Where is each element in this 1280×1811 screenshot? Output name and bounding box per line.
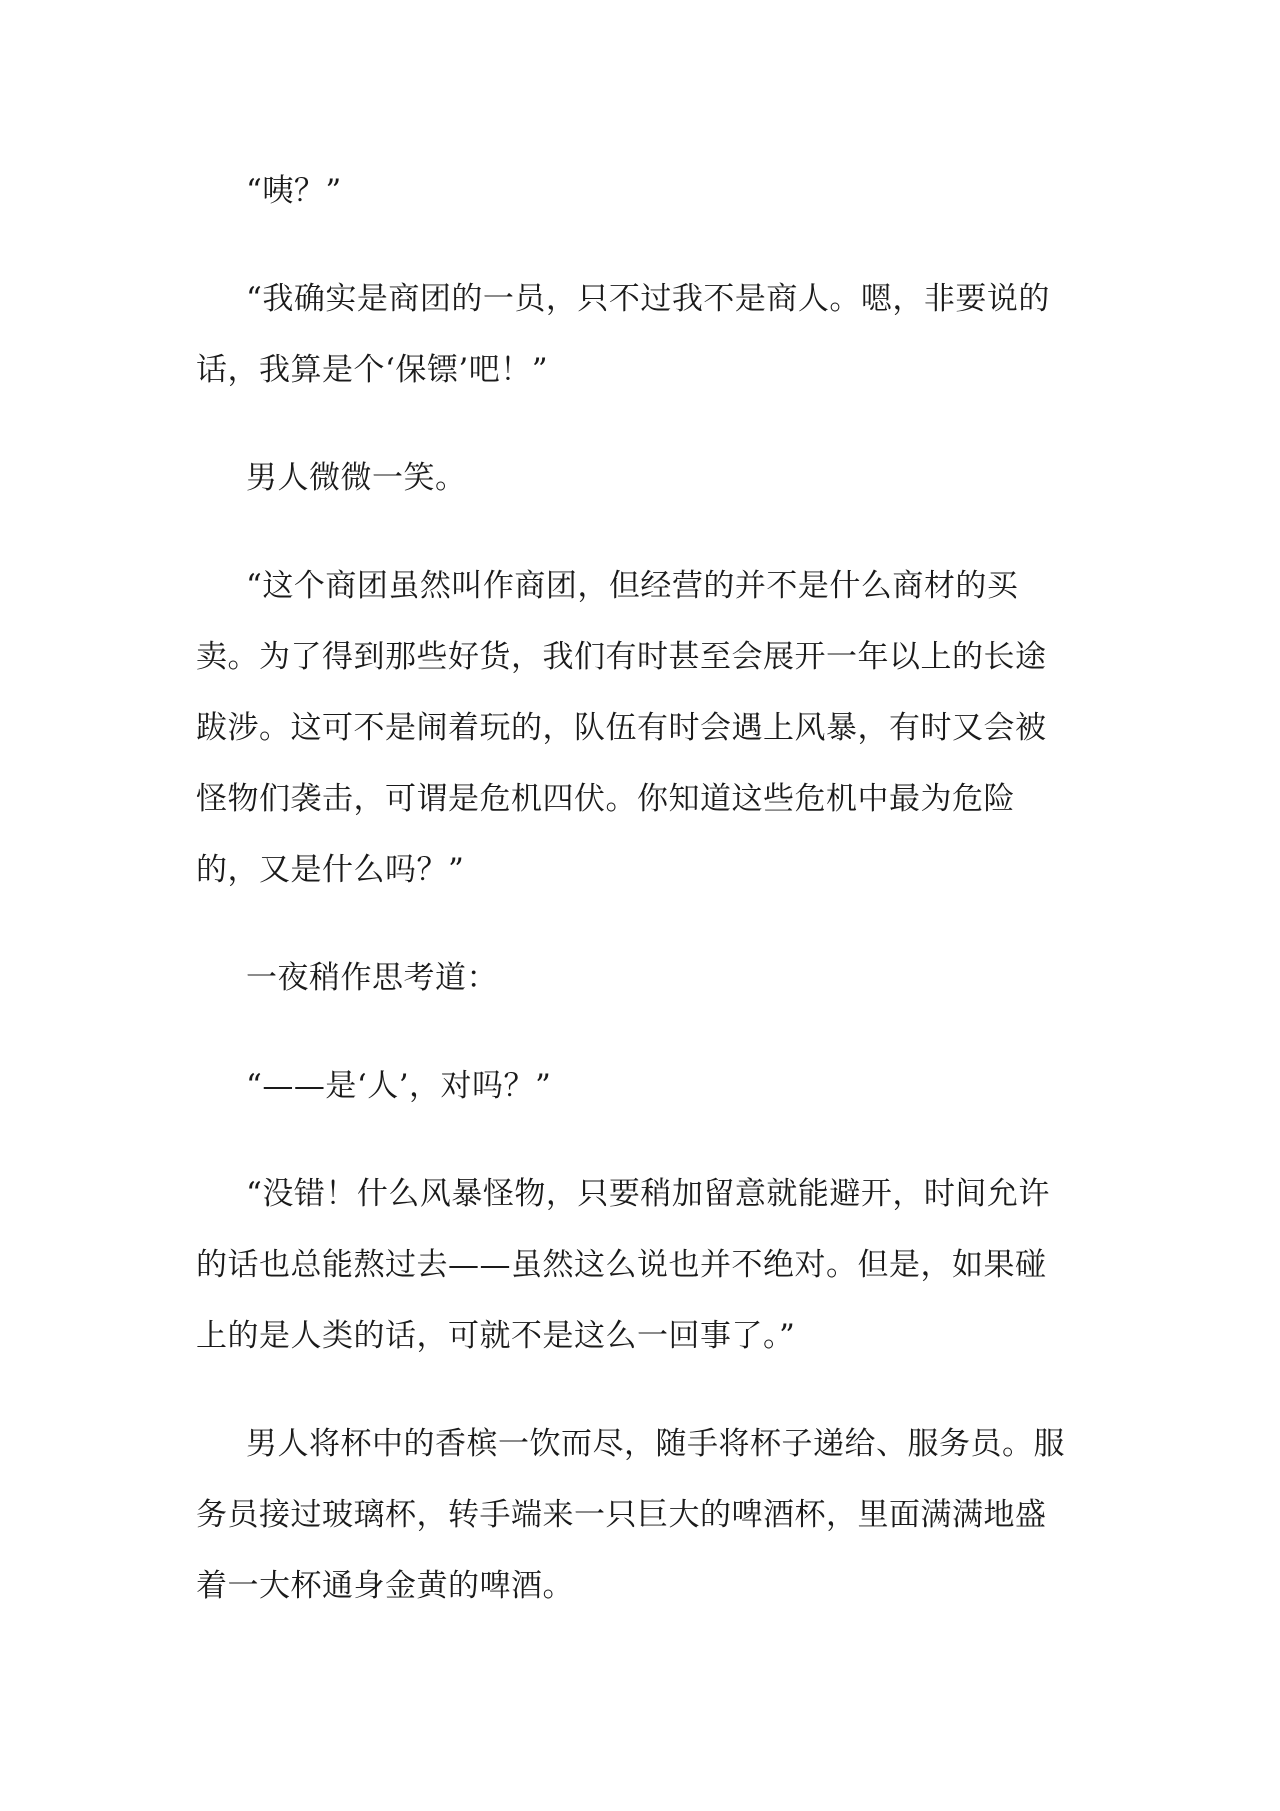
paragraph-7: “没错！什么风暴怪物，只要稍加留意就能避开，时间允许的话也总能熬过去——虽然这么说也并不绝对。但是，如果碰上的是人类的话，可就不是这么一回事了。” [196, 1176, 1050, 1354]
paragraph-5: 一夜稍作思考道： [246, 960, 498, 996]
body-text [196, 156, 1076, 1622]
paragraph-8: 男人将杯中的香槟一饮而尽，随手将杯子递给、服务员。服务员接过玻璃杯，转手端来一只巨大的啤酒杯，里面满满地盛着一大杯通身金黄的啤酒。 [196, 1426, 1065, 1604]
paragraph-1: “咦？” [246, 173, 342, 209]
paragraph-3: 男人微微一笑。 [246, 460, 467, 496]
paragraph-4: “这个商团虽然叫作商团，但经营的并不是什么商材的买卖。为了得到那些好货，我们有时甚至会展开一年以上的长途跋涉。这可不是闹着玩的，队伍有时会遇上风暴，有时又会被怪物们袭击，可谓是危机四伏。你知道这些危机中最为危险的，又是什么吗？” [196, 568, 1047, 888]
paragraph-2: “我确实是商团的一员，只不过我不是商人。嗯，非要说的话，我算是个‘保镖’吧！” [196, 281, 1050, 388]
paragraph-6: “——是‘人’，对吗？” [246, 1068, 552, 1104]
